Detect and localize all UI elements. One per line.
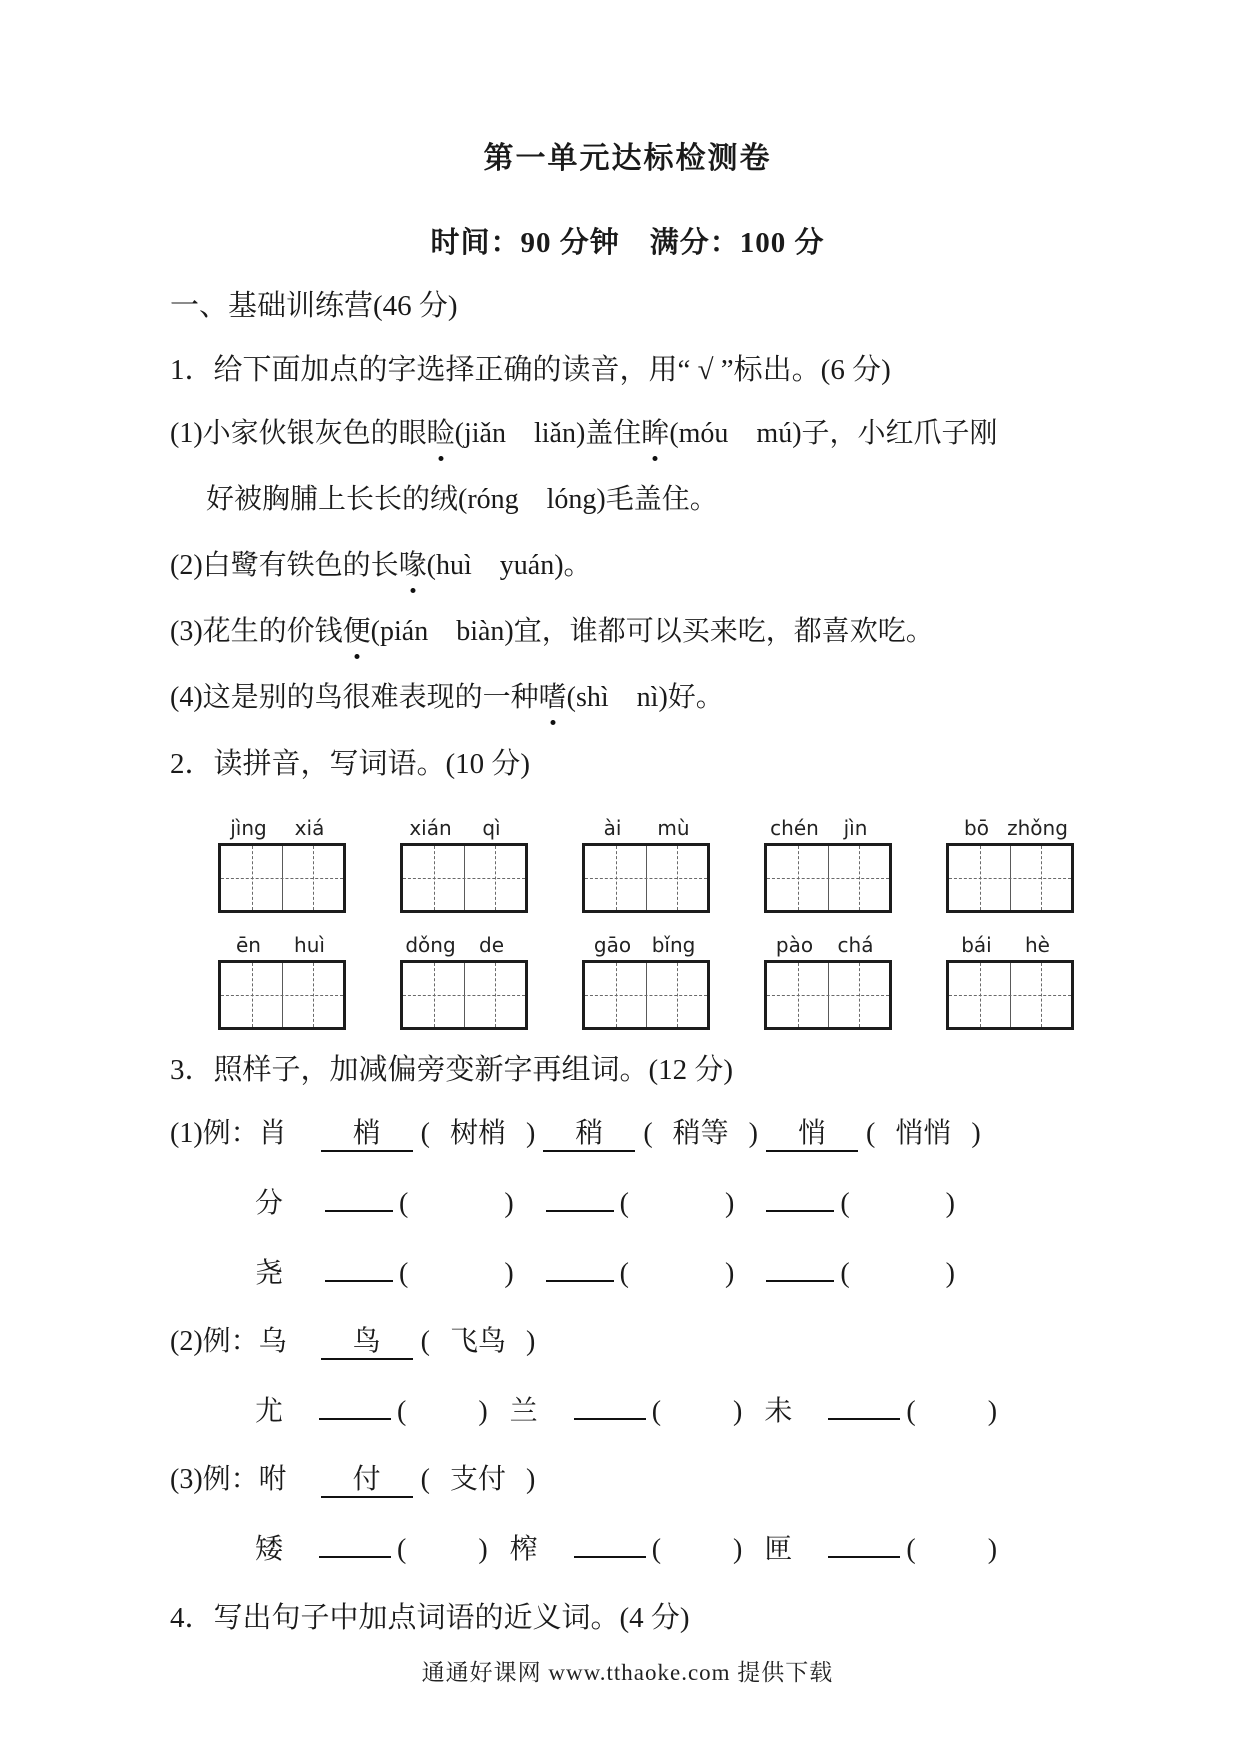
pinyin-word-box xyxy=(218,933,346,1030)
spacer xyxy=(514,1281,540,1282)
spacer xyxy=(661,1557,733,1558)
dotted-char: 眸 xyxy=(641,416,669,452)
spacer xyxy=(406,1557,478,1558)
text-run: 飞鸟 xyxy=(449,1326,506,1357)
text-run: 兰 xyxy=(509,1396,538,1427)
text-run: (móu mú)子，小红爪子刚 xyxy=(669,418,998,449)
pinyin-syllable: bái xyxy=(961,933,992,957)
answer-blank xyxy=(766,1254,834,1282)
spacer xyxy=(629,1211,725,1212)
spacer xyxy=(283,1211,319,1212)
pinyin-syllable: zhǒng xyxy=(1007,816,1068,840)
pinyin-labels xyxy=(946,816,1068,840)
text-run: ) xyxy=(733,1396,743,1427)
text-run: ) xyxy=(504,1258,514,1289)
text-run: (2)白鹭有铁色的长 xyxy=(170,550,399,581)
grid-line xyxy=(949,878,1071,879)
text-line xyxy=(255,1530,1085,1568)
text-run: ( xyxy=(866,1118,876,1149)
writing-grid xyxy=(582,960,710,1030)
text-run: ( xyxy=(840,1258,850,1289)
writing-grid xyxy=(764,843,892,913)
text-run: ) xyxy=(987,1396,998,1427)
pinyin-syllable: de xyxy=(479,933,504,957)
text-run: 树梢 xyxy=(449,1118,506,1149)
paper-title: 第一单元达标检测卷 xyxy=(483,142,772,175)
text-line xyxy=(170,1116,1085,1152)
spacer xyxy=(287,1487,313,1488)
text-run: 未 xyxy=(764,1396,793,1427)
pinyin-syllable: gāo xyxy=(593,933,632,957)
text-run: 稍等 xyxy=(672,1118,729,1149)
spacer xyxy=(629,1281,725,1282)
pinyin-row xyxy=(218,933,1085,1030)
text-run: 矮 xyxy=(255,1534,284,1565)
text-run: (1)例：肖 xyxy=(170,1118,287,1149)
spacer xyxy=(916,1557,988,1558)
grid-line xyxy=(767,878,889,879)
text-run: ( xyxy=(420,1118,430,1149)
text-line xyxy=(255,1184,1085,1222)
text-run: 尧 xyxy=(255,1258,284,1289)
text-run: ) xyxy=(725,1258,735,1289)
dotted-char: 睑 xyxy=(427,416,455,452)
q1-lines xyxy=(170,416,1085,716)
answer-blank xyxy=(546,1184,614,1212)
pinyin-word-box xyxy=(946,933,1074,1030)
footer-watermark: 通通好课网 www.tthaoke.com 提供下载 xyxy=(421,1660,834,1685)
pinyin-syllable: mù xyxy=(657,816,690,840)
underlined-answer-char: 付 xyxy=(321,1464,413,1498)
pinyin-syllable: bō xyxy=(964,816,989,840)
spacer xyxy=(283,1281,319,1282)
text-run: ( xyxy=(420,1464,430,1495)
text-run: ) xyxy=(526,1118,536,1149)
text-run: (pián biàn)宜，谁都可以买来吃，都喜欢吃。 xyxy=(370,616,934,647)
pinyin-syllable: ēn xyxy=(236,933,261,957)
spacer xyxy=(792,1419,822,1420)
answer-blank xyxy=(574,1392,646,1420)
text-run: (shì nì)好。 xyxy=(566,682,724,713)
answer-blank xyxy=(828,1392,900,1420)
pinyin-syllable: hè xyxy=(1025,933,1050,957)
grid-line xyxy=(221,878,343,879)
spacer xyxy=(430,1141,450,1142)
answer-blank xyxy=(828,1530,900,1558)
text-line xyxy=(170,614,1085,650)
writing-grid xyxy=(218,843,346,913)
text-run: ) xyxy=(971,1118,981,1149)
spacer xyxy=(916,1419,988,1420)
spacer xyxy=(488,1557,510,1558)
spacer xyxy=(506,1487,526,1488)
text-run: ( xyxy=(399,1258,409,1289)
writing-grid xyxy=(946,843,1074,913)
writing-grid xyxy=(218,960,346,1030)
spacer xyxy=(283,1557,313,1558)
grid-line xyxy=(403,878,525,879)
pinyin-labels xyxy=(764,816,886,840)
text-run: 好被胸脯上长长的绒(róng lóng)毛盖住。 xyxy=(206,484,718,515)
text-run: 尤 xyxy=(255,1396,284,1427)
text-run: 悄悄 xyxy=(895,1118,952,1149)
answer-blank xyxy=(546,1254,614,1282)
pinyin-syllable: chén xyxy=(770,816,819,840)
spacer xyxy=(792,1557,822,1558)
writing-grid xyxy=(400,843,528,913)
pinyin-syllable: dǒng xyxy=(405,933,456,957)
writing-grid xyxy=(400,960,528,1030)
answer-blank xyxy=(766,1184,834,1212)
pinyin-labels xyxy=(582,933,704,957)
dotted-char: 便 xyxy=(343,614,371,650)
text-run: 匣 xyxy=(764,1534,793,1565)
spacer xyxy=(951,1141,971,1142)
grid-line xyxy=(585,878,707,879)
pinyin-labels xyxy=(400,933,522,957)
underlined-answer-char: 悄 xyxy=(766,1118,858,1152)
spacer xyxy=(287,1349,313,1350)
text-run: ( xyxy=(420,1326,430,1357)
q2-label: 2．读拼音，写词语。(10 分) xyxy=(170,748,531,780)
pinyin-word-box xyxy=(400,933,528,1030)
spacer xyxy=(430,1349,450,1350)
grid-line xyxy=(949,995,1071,996)
time-score-line: 时间：90 分钟 满分：100 分 xyxy=(430,227,825,259)
text-run: ) xyxy=(725,1188,735,1219)
spacer xyxy=(283,1419,313,1420)
text-run: ) xyxy=(526,1326,536,1357)
pinyin-syllable: huì xyxy=(294,933,325,957)
text-run: ( xyxy=(397,1534,407,1565)
writing-grid xyxy=(582,843,710,913)
text-line xyxy=(170,416,1085,452)
spacer xyxy=(538,1557,568,1558)
text-run: ( xyxy=(399,1188,409,1219)
text-run: 榨 xyxy=(509,1534,538,1565)
section1-heading: 一、基础训练营(46 分) xyxy=(170,290,458,322)
text-run: ) xyxy=(987,1534,998,1565)
spacer xyxy=(850,1211,946,1212)
text-run: ( xyxy=(651,1534,662,1565)
spacer xyxy=(408,1211,504,1212)
spacer xyxy=(729,1141,749,1142)
spacer xyxy=(875,1141,895,1142)
pinyin-labels xyxy=(582,816,704,840)
text-line xyxy=(170,1462,1085,1498)
pinyin-word-box xyxy=(946,816,1074,913)
spacer xyxy=(506,1141,526,1142)
pinyin-word-box xyxy=(582,816,710,913)
text-run: ) xyxy=(478,1396,488,1427)
underlined-answer-char: 梢 xyxy=(321,1118,413,1152)
text-run: ( xyxy=(906,1396,916,1427)
spacer xyxy=(742,1419,764,1420)
spacer xyxy=(661,1419,733,1420)
text-run: ( xyxy=(397,1396,407,1427)
pinyin-syllable: pào xyxy=(775,933,814,957)
text-run: (huì yuán)。 xyxy=(426,550,592,581)
pinyin-syllable: ài xyxy=(603,816,622,840)
spacer xyxy=(850,1281,946,1282)
answer-blank xyxy=(325,1254,393,1282)
pinyin-word-box xyxy=(582,933,710,1030)
grid-line xyxy=(767,995,889,996)
text-line xyxy=(170,548,1085,584)
pinyin-labels xyxy=(218,933,340,957)
text-run: ) xyxy=(478,1534,488,1565)
spacer xyxy=(653,1141,673,1142)
pinyin-word-box xyxy=(764,933,892,1030)
text-run: ) xyxy=(945,1188,955,1219)
q3-lines xyxy=(170,1116,1085,1568)
text-run: (3)例：咐 xyxy=(170,1464,287,1495)
spacer xyxy=(538,1419,568,1420)
pinyin-word-box xyxy=(764,816,892,913)
text-run: ( xyxy=(906,1534,916,1565)
grid-line xyxy=(221,995,343,996)
spacer xyxy=(406,1419,478,1420)
q3-label: 3．照样子，加减偏旁变新字再组词。(12 分) xyxy=(170,1054,734,1086)
text-line xyxy=(170,680,1085,716)
dotted-char: 喙 xyxy=(399,548,427,584)
pinyin-syllable: qì xyxy=(482,816,501,840)
text-line xyxy=(170,1324,1085,1360)
answer-blank xyxy=(319,1392,391,1420)
pinyin-syllable: xiá xyxy=(294,816,325,840)
text-run: (jiǎn liǎn)盖住 xyxy=(454,418,642,449)
spacer xyxy=(506,1349,526,1350)
pinyin-syllable: xián xyxy=(409,816,452,840)
answer-blank xyxy=(574,1530,646,1558)
text-run: ) xyxy=(526,1464,536,1495)
text-run: ( xyxy=(643,1118,653,1149)
pinyin-row xyxy=(218,816,1085,913)
text-line xyxy=(206,482,1085,518)
text-run: 分 xyxy=(255,1188,284,1219)
pinyin-labels xyxy=(764,933,886,957)
text-run: ) xyxy=(945,1258,955,1289)
pinyin-syllable: chá xyxy=(837,933,874,957)
grid-line xyxy=(585,995,707,996)
underlined-answer-char: 稍 xyxy=(543,1118,635,1152)
spacer xyxy=(734,1211,760,1212)
pinyin-syllable: jìn xyxy=(843,816,868,840)
pinyin-labels xyxy=(218,816,340,840)
answer-blank xyxy=(319,1530,391,1558)
pinyin-labels xyxy=(400,816,522,840)
text-run: ) xyxy=(504,1188,514,1219)
spacer xyxy=(287,1141,313,1142)
text-line xyxy=(255,1392,1085,1430)
pinyin-syllable: jìng xyxy=(230,816,267,840)
q1-label: 1．给下面加点的字选择正确的读音，用“ √ ”标出。(6 分) xyxy=(170,354,891,386)
dotted-char: 嗜 xyxy=(539,680,567,716)
q2-pinyin-grid xyxy=(218,816,1085,1030)
q4-label: 4．写出句子中加点词语的近义词。(4 分) xyxy=(170,1602,690,1634)
text-line xyxy=(255,1254,1085,1292)
writing-grid xyxy=(764,960,892,1030)
text-run: (2)例：乌 xyxy=(170,1326,287,1357)
underlined-answer-char: 鸟 xyxy=(321,1326,413,1360)
spacer xyxy=(408,1281,504,1282)
spacer xyxy=(742,1557,764,1558)
pinyin-word-box xyxy=(400,816,528,913)
text-run: ) xyxy=(733,1534,743,1565)
text-run: (3)花生的价钱 xyxy=(170,616,343,647)
spacer xyxy=(514,1211,540,1212)
text-run: ( xyxy=(619,1258,629,1289)
pinyin-syllable: bǐng xyxy=(651,933,696,957)
pinyin-word-box xyxy=(218,816,346,913)
spacer xyxy=(734,1281,760,1282)
text-run: 支付 xyxy=(449,1464,506,1495)
text-run: ) xyxy=(748,1118,758,1149)
text-run: ( xyxy=(840,1188,850,1219)
spacer xyxy=(488,1419,510,1420)
spacer xyxy=(430,1487,450,1488)
text-run: ( xyxy=(619,1188,629,1219)
text-run: ( xyxy=(651,1396,662,1427)
grid-line xyxy=(403,995,525,996)
answer-blank xyxy=(325,1184,393,1212)
text-run: (4)这是别的鸟很难表现的一种 xyxy=(170,682,539,713)
text-run: (1)小家伙银灰色的眼 xyxy=(170,418,427,449)
writing-grid xyxy=(946,960,1074,1030)
pinyin-labels xyxy=(946,933,1068,957)
